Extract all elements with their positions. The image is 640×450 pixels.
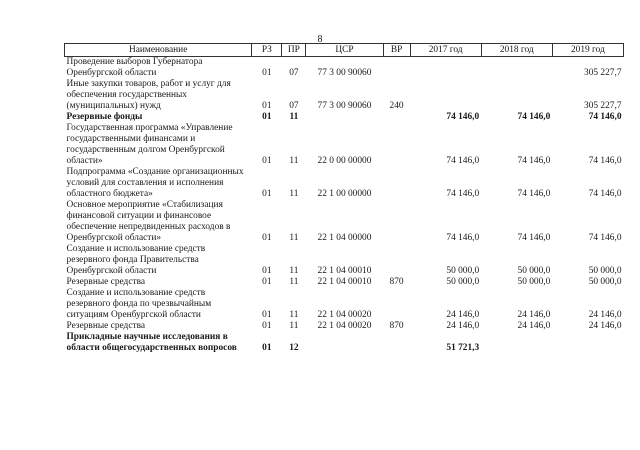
cell-2018: 24 146,0 [517,321,551,331]
table-row [65,288,624,321]
cell-vr [383,332,410,354]
cell-2018: 50 000,0 [517,266,551,276]
cell-csr: 22 1 04 00020 [317,321,372,331]
page-number: 8 [317,34,323,45]
cell-2018: 74 146,0 [517,112,551,122]
cell-2017: 50 000,0 [446,277,480,287]
cell-name: Иные закупки товаров, работ и услуг для обеспечения государственных (муниципальных) нужд [66,79,231,111]
cell-2017: 50 000,0 [446,266,480,276]
cell-name: Прикладные научные исследования в области общегосударственных вопросов [66,332,237,353]
header-name: Наименование [65,44,252,57]
table-row [65,277,624,288]
cell-csr: 22 1 04 00020 [317,310,372,320]
cell-name: Подпрограмма «Создание организационных условий для составления и исполнения областного бюджета» [66,167,244,199]
table-header-row [65,44,624,57]
cell-name: Резервные фонды [66,112,143,122]
cell-2019: 24 146,0 [588,321,622,331]
cell-pr: 11 [289,321,299,331]
cell-vr [383,244,410,277]
cell-2017: 24 146,0 [446,310,480,320]
cell-2017: 51 721,3 [446,343,480,353]
header-2017: 2017 год [410,44,481,57]
cell-2018 [481,332,552,354]
cell-name: Государственная программа «Управление государственными финансами и государственным долгом Оренбургской области» [66,123,233,166]
cell-2019: 305 227,7 [584,68,622,78]
cell-vr [383,167,410,200]
cell-pr: 11 [289,233,299,243]
cell-2019: 74 146,0 [588,233,622,243]
cell-rz: 01 [262,233,272,243]
cell-name: Создание и использование средств резервного фонда по чрезвычайным ситуациям Оренбургской области [66,288,212,320]
cell-csr: 77 3 00 90060 [317,101,372,111]
table-row [65,200,624,244]
table-row [65,332,624,354]
cell-2019: 74 146,0 [588,156,622,166]
cell-rz: 01 [262,156,272,166]
cell-rz: 01 [262,68,272,78]
budget-table [64,43,624,354]
cell-2017 [410,79,481,112]
cell-vr [383,200,410,244]
cell-vr [383,123,410,167]
table-row [65,57,624,80]
cell-csr: 22 0 00 00000 [317,156,372,166]
cell-2017: 74 146,0 [446,233,480,243]
table-row [65,167,624,200]
cell-csr: 77 3 00 90060 [317,68,372,78]
cell-vr [383,288,410,321]
cell-vr: 870 [389,277,404,287]
cell-csr: 22 1 04 00010 [317,266,372,276]
cell-name: Резервные средства [66,277,146,287]
cell-csr [306,332,383,354]
cell-csr: 22 1 00 00000 [317,189,372,199]
cell-csr: 22 1 04 00010 [317,277,372,287]
cell-name: Резервные средства [66,321,146,331]
cell-pr: 11 [289,310,299,320]
cell-2019: 50 000,0 [588,277,622,287]
cell-2017: 74 146,0 [446,112,480,122]
cell-2019: 74 146,0 [588,112,622,122]
cell-csr: 22 1 04 00000 [317,233,372,243]
cell-name: Проведение выборов Губернатора Оренбургской области [66,57,203,78]
cell-pr: 11 [289,277,299,287]
cell-vr: 870 [389,321,404,331]
cell-pr: 11 [289,112,299,122]
table-row [65,244,624,277]
cell-2018: 74 146,0 [517,233,551,243]
cell-2019: 24 146,0 [588,310,622,320]
cell-2017 [410,57,481,80]
cell-2018: 50 000,0 [517,277,551,287]
cell-2018 [481,57,552,80]
cell-pr: 07 [289,101,299,111]
cell-vr [383,112,410,123]
cell-pr: 11 [289,266,299,276]
cell-pr: 11 [289,156,299,166]
cell-rz: 01 [262,189,272,199]
cell-rz: 01 [262,266,272,276]
cell-pr: 12 [289,343,299,353]
cell-rz: 01 [262,343,272,353]
cell-2018: 74 146,0 [517,156,551,166]
cell-2019: 305 227,7 [584,101,622,111]
cell-pr: 07 [289,68,299,78]
table-row [65,79,624,112]
cell-name: Создание и использование средств резервного фонда Правительства Оренбургской области [66,244,206,276]
table-row [65,123,624,167]
table-row [65,112,624,123]
cell-2017: 74 146,0 [446,156,480,166]
cell-rz: 01 [262,112,272,122]
cell-rz: 01 [262,310,272,320]
header-2019: 2019 год [552,44,623,57]
cell-2017: 24 146,0 [446,321,480,331]
cell-2018: 24 146,0 [517,310,551,320]
cell-rz: 01 [262,321,272,331]
cell-2019 [552,332,623,354]
cell-vr [383,57,410,80]
cell-2019: 74 146,0 [588,189,622,199]
cell-csr [306,112,383,123]
cell-2019: 50 000,0 [588,266,622,276]
header-pr: ПР [282,44,306,57]
table-row [65,321,624,332]
header-rz: РЗ [252,44,282,57]
cell-2017: 74 146,0 [446,189,480,199]
header-vr: ВР [383,44,410,57]
header-2018: 2018 год [481,44,552,57]
cell-name: Основное мероприятие «Стабилизация финансовой ситуации и финансовое обеспечение непредвиденных расходов в Оренбургской области» [66,200,231,243]
cell-rz: 01 [262,101,272,111]
cell-rz: 01 [262,277,272,287]
cell-2018: 74 146,0 [517,189,551,199]
cell-vr: 240 [389,101,404,111]
cell-pr: 11 [289,189,299,199]
cell-2018 [481,79,552,112]
header-csr: ЦСР [306,44,383,57]
